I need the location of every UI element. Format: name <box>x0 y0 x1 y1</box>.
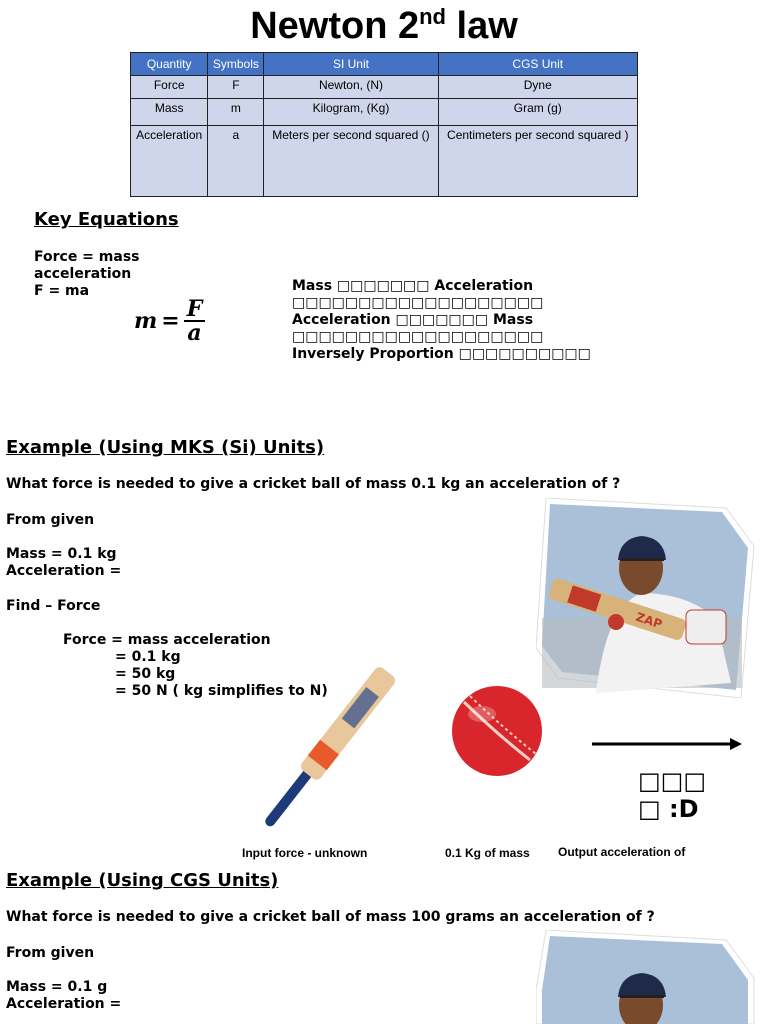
caption-input-force: Input force - unknown <box>242 846 368 860</box>
example-cgs-question: What force is needed to give a cricket ball of mass 100 grams an acceleration of ? <box>6 909 655 925</box>
table-cell: Mass <box>131 99 208 126</box>
relation-text-3: Inversely Proportion □□□□□□□□□□ <box>292 346 591 362</box>
arrow-right-icon <box>592 734 744 754</box>
example-mks-question: What force is needed to give a cricket ball of mass 0.1 kg an acceleration of ? <box>6 476 621 492</box>
table-cell: Meters per second squared () <box>264 126 438 197</box>
table-cell: Centimeters per second squared ) <box>438 126 638 197</box>
calc-line-1: Force = mass acceleration <box>63 632 271 648</box>
from-given-cgs: From given <box>6 945 95 961</box>
table-cell: Force <box>131 76 208 99</box>
table-cell: Dyne <box>438 76 638 99</box>
given-values-cgs: Mass = 0.1 g Acceleration = <box>6 979 122 1012</box>
table-header: SI Unit <box>264 53 438 76</box>
table-header: Quantity <box>131 53 208 76</box>
calc-lines: = 0.1 kg = 50 kg = 50 N ( kg simplifies to N) <box>115 649 328 699</box>
page-title: Newton 2nd law <box>250 4 518 47</box>
caption-output-acceleration: Output acceleration of <box>558 845 686 859</box>
table-cell: Kilogram, (Kg) <box>264 99 438 126</box>
table-cell: F <box>208 76 264 99</box>
table-row <box>131 99 638 126</box>
equation-text: Force = mass acceleration F = ma <box>34 249 140 299</box>
table-cell: m <box>208 99 264 126</box>
table-header: Symbols <box>208 53 264 76</box>
example-mks-heading: Example (Using MKS (Si) Units) <box>6 437 325 458</box>
example-cgs-heading: Example (Using CGS Units) <box>6 870 279 891</box>
table-cell: a <box>208 126 264 197</box>
cricket-ball-image <box>450 684 544 778</box>
cricket-bat-image <box>240 660 420 830</box>
thai-label: □□□ □ :D <box>638 767 707 823</box>
table-cell: Acceleration <box>131 126 208 197</box>
from-given: From given <box>6 512 95 528</box>
table-row <box>131 76 638 99</box>
table-cell: Newton, (N) <box>264 76 438 99</box>
given-values: Mass = 0.1 kg Acceleration = <box>6 546 122 579</box>
svg-text:ZAP: ZAP <box>634 609 664 632</box>
cricketer-photo <box>536 498 756 698</box>
cricketer-photo-2 <box>536 930 756 1024</box>
key-equations-heading: Key Equations <box>34 209 179 230</box>
table-header: CGS Unit <box>438 53 638 76</box>
mass-formula: m = $\frac{F}{a}$ <box>134 298 205 344</box>
relation-text-1: Mass □□□□□□□ Acceleration □□□□□□□□□□□□□□□□□□□ <box>292 278 544 311</box>
table-cell: Gram (g) <box>438 99 638 126</box>
relation-text-2: Acceleration □□□□□□□ Mass □□□□□□□□□□□□□□□□□□□ <box>292 312 544 345</box>
caption-mass: 0.1 Kg of mass <box>445 846 530 860</box>
find-text: Find – Force <box>6 598 101 614</box>
table-row <box>131 126 638 197</box>
quantity-table <box>130 52 638 197</box>
